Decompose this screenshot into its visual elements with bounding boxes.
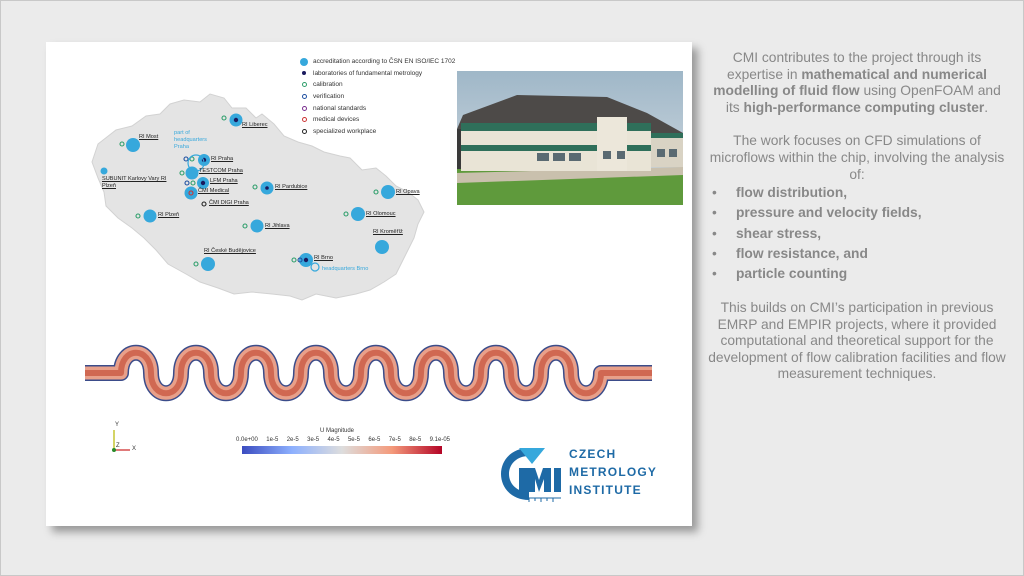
legend-item: calibration: [298, 79, 455, 91]
colorbar-title: U Magnitude: [320, 428, 355, 434]
background-paragraph: This builds on CMI’s participation in previous EMRP and EMPIR projects, where it provided computational and theoretical support for the development of flow calibration facilities and flow measurement techniques.: [708, 300, 1006, 382]
colorbar-tick: 7e-5: [388, 437, 401, 443]
ring-icon: [298, 82, 310, 87]
colorbar-gradient: [242, 446, 442, 454]
colorbar-tick: 1e-5: [266, 437, 279, 443]
ring-icon: [298, 94, 310, 99]
label-testcom: TESTCOM Praha: [199, 168, 243, 174]
colorbar-tick: 4e-5: [327, 437, 340, 443]
dot-most: [126, 138, 140, 152]
legend-item: medical devices: [298, 114, 455, 126]
dot-karlovy-vary: [101, 168, 108, 175]
legend-item: verification: [298, 91, 455, 103]
cmi-logo: [499, 440, 669, 506]
label-brno: RI Brno: [314, 255, 333, 261]
label-hq-praha: part of headquarters Praha: [174, 130, 207, 150]
building-photo: [457, 71, 683, 205]
description-text: [708, 50, 1006, 383]
dot-plzen: [144, 210, 157, 223]
legend-item: national standards: [298, 102, 455, 114]
colorbar-tick: 2e-5: [286, 437, 299, 443]
filled-circle-icon: [298, 58, 310, 66]
label-cmi-digi: ČMI DIGI Praha: [209, 200, 249, 206]
label-budejovice: RI České Budějovice: [204, 248, 256, 254]
label-opava: RI Opava: [396, 189, 420, 195]
label-karlovy-vary: SUBUNIT Karlovy Vary RI Plzeň: [102, 176, 167, 189]
analysis-list: [708, 185, 1006, 286]
label-cmi-medical: ČMI Medical: [198, 188, 230, 194]
dot-testcom: [186, 167, 199, 180]
logo-line-1: CZECH: [569, 447, 617, 461]
map-legend: [298, 56, 455, 137]
intro-paragraph: CMI contributes to the project through its expertise in mathematical and numerical modelling of fluid flow using OpenFOAM and its high-performance computing cluster.: [713, 50, 1001, 115]
axis-triad: [104, 420, 144, 454]
label-jihlava: RI Jihlava: [265, 223, 290, 229]
axis-arrows: [104, 420, 144, 454]
ring-icon: [298, 117, 310, 122]
dot-cmi-medical: [185, 187, 198, 200]
label-kromeriz: RI Kroměříž: [373, 229, 403, 235]
colorbar: [236, 428, 450, 462]
logo-line-2: METROLOGY: [569, 465, 658, 479]
content-panel: [46, 42, 692, 526]
list-item: • flow distribution,: [708, 185, 1006, 205]
ring-icon: [298, 106, 310, 111]
label-lfm: LFM Praha: [210, 178, 238, 184]
label-olomouc: RI Olomouc: [366, 211, 396, 217]
label-ri-praha: RI Praha: [211, 156, 234, 162]
dot-kromeriz: [375, 240, 389, 254]
axis-z-label: Z: [116, 443, 120, 449]
dot-opava: [381, 185, 395, 199]
axis-x-label: X: [132, 446, 137, 452]
colorbar-tick: 9.1e-05: [429, 437, 450, 443]
label-pardubice: RI Pardubice: [275, 184, 308, 190]
label-most: RI Most: [139, 134, 159, 140]
label-plzen: RI Plzeň: [158, 212, 180, 218]
colorbar-tick: 5e-5: [347, 437, 360, 443]
colorbar-ticks: [236, 437, 450, 443]
dot-olomouc: [351, 207, 365, 221]
list-item: • pressure and velocity fields,: [708, 205, 1006, 225]
focus-paragraph: The work focuses on CFD simulations of microflows within the chip, involving the analysis of:: [709, 133, 1005, 182]
dot-budejovice: [201, 257, 215, 271]
label-liberec: RI Liberec: [242, 122, 268, 128]
colorbar-tick: 8e-5: [409, 437, 422, 443]
logo-line-3: INSTITUTE: [569, 483, 642, 497]
dot-icon: [298, 71, 310, 75]
colorbar-tick: 0.0e+00: [236, 437, 258, 443]
cmi-logo-text: [569, 445, 657, 499]
ring-icon: [298, 129, 310, 134]
colorbar-tick: 3e-5: [307, 437, 320, 443]
cmi-logo-mark: [499, 442, 565, 504]
colorbar-tick: 6e-5: [368, 437, 381, 443]
dot-jihlava: [251, 220, 264, 233]
list-item: • shear stress,: [708, 226, 1006, 246]
list-item: • flow resistance, and: [708, 246, 1006, 266]
list-item: • particle counting: [708, 266, 1006, 286]
axis-y-label: Y: [115, 422, 120, 428]
legend-item: accreditation according to ČSN EN ISO/IEC 1702: [298, 56, 455, 68]
legend-item: specialized workplace: [298, 126, 455, 138]
legend-item: laboratories of fundamental metrology: [298, 68, 455, 80]
label-hq-brno: headquarters Brno: [322, 266, 369, 272]
microchannel-simulation: [81, 338, 656, 418]
